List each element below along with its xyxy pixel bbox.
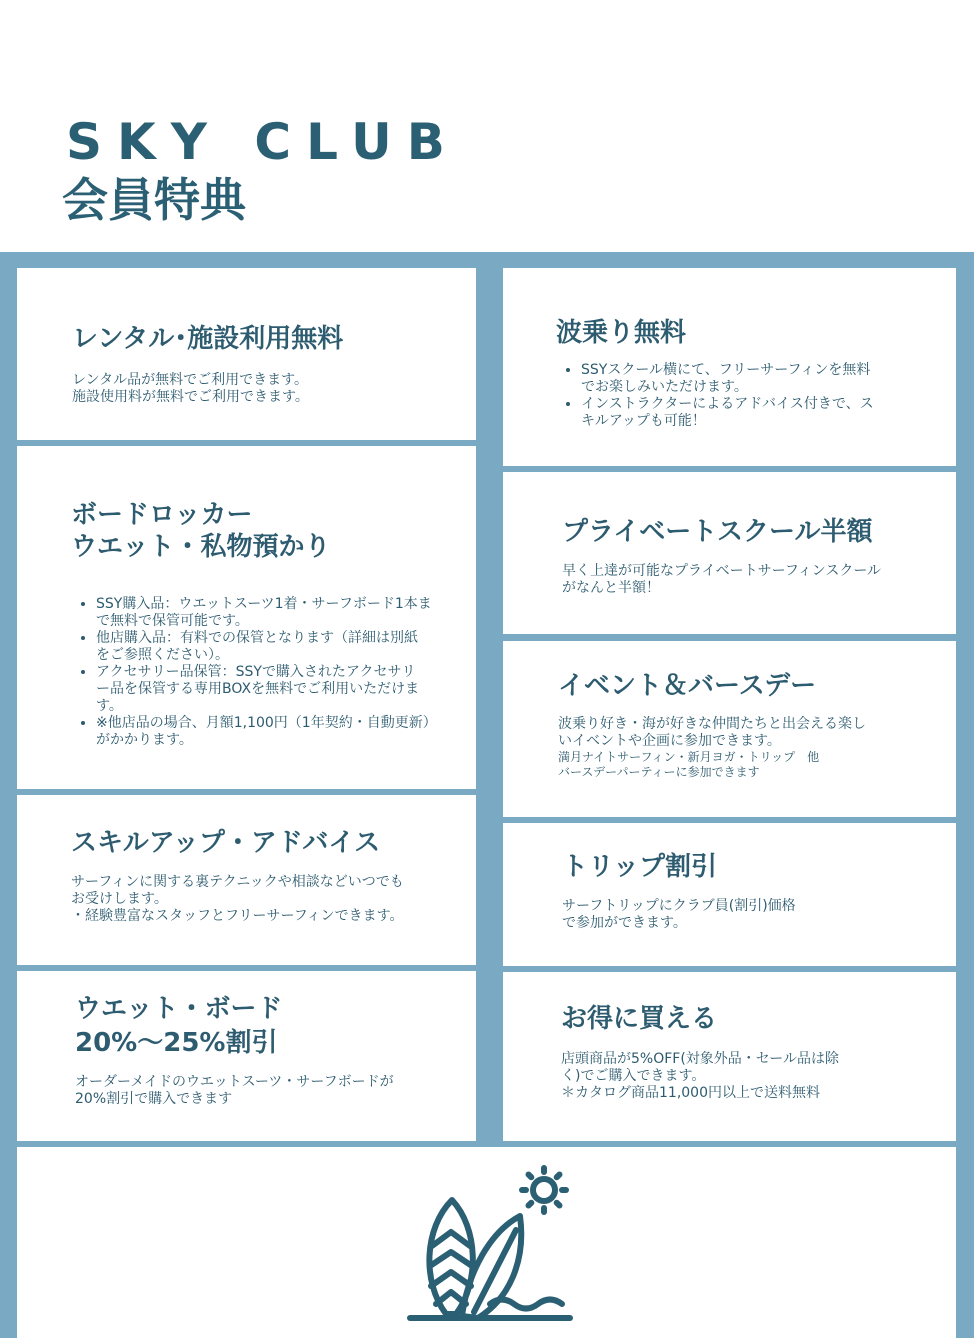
card-event xyxy=(503,641,956,817)
card-title-line1: ウエット・ボード xyxy=(75,994,283,1024)
card-title-line2: 20%〜25%割引 xyxy=(75,1028,278,1058)
card-desc: サーフトリップにクラブ員(割引)価格 で参加ができます。 xyxy=(562,898,796,931)
page-subtitle: 会員特典 xyxy=(62,173,246,227)
card-locker xyxy=(17,446,476,789)
card-private-school xyxy=(503,472,956,634)
list-item: • SSY購入品：ウエットスーツ1着・サーフボード1本ま で無料で保管可能です。 xyxy=(96,596,437,630)
brand-title: SKY CLUB xyxy=(66,113,460,171)
card-title: お得に買える xyxy=(561,1004,718,1034)
card-desc: オーダーメイドのウエットスーツ・サーフボードが 20%割引で購入できます xyxy=(75,1074,394,1107)
card-desc: 店頭商品が5%OFF(対象外品・セール品は除 く)でご購入できます。 ＊カタログ商品11,000円以上で送料無料 xyxy=(561,1051,839,1101)
card-desc: 波乗り好き・海が好きな仲間たちと出会える楽し いイベントや企画に参加できます。 満月ナイトサーフィン・新月ヨガ・トリップ 他 バースデーパーティーに参加できます xyxy=(558,716,866,779)
card-desc: サーフィンに関する裏テクニックや相談などいつでも お受けします。 ・経験豊富なスタッフとフリーサーフィンできます。 xyxy=(71,874,404,924)
header xyxy=(0,0,974,252)
card-shop xyxy=(503,972,956,1141)
list-item: • ※他店品の場合、月額1,100円（1年契約・自動更新） がかかります。 xyxy=(96,715,437,749)
card-wet-board xyxy=(17,971,476,1141)
list-item: • SSYスクール横にて、フリーサーフィンを無料 でお楽しみいただけます。 xyxy=(581,362,874,396)
card-desc: レンタル品が無料でご利用できます。 施設使用料が無料でご利用できます。 xyxy=(72,372,309,405)
card-skillup xyxy=(17,795,476,965)
card-title: イベント＆バースデー xyxy=(558,671,817,701)
card-bullets xyxy=(71,596,437,749)
card-surf-free xyxy=(503,268,956,466)
card-rental xyxy=(17,268,476,440)
card-title: スキルアップ・アドバイス xyxy=(71,828,381,858)
card-bullets xyxy=(556,362,874,430)
card-title: レンタル･施設利用無料 xyxy=(72,324,344,354)
card-title: プライベートスクール半額 xyxy=(562,517,873,547)
card-trip xyxy=(503,823,956,966)
list-item: • 他店購入品：有料での保管となります（詳細は別紙 をご参照ください）。 xyxy=(96,630,437,664)
card-title-line2: ウエット・私物預かり xyxy=(71,532,331,562)
list-item: • アクセサリー品保管：SSYで購入されたアクセサリ ー品を保管する専用BOXを無料でご利用いただけま す。 xyxy=(96,664,437,715)
card-desc: 早く上達が可能なプライベートサーフィンスクール がなんと半額！ xyxy=(562,563,882,596)
card-title: 波乗り無料 xyxy=(556,318,687,348)
sun-icon xyxy=(522,1168,566,1212)
list-item: • インストラクターによるアドバイス付きで、ス キルアップも可能！ xyxy=(581,396,874,430)
card-title-line1: ボードロッカー xyxy=(71,500,253,530)
card-title: トリップ割引 xyxy=(562,852,717,882)
surf-illustration xyxy=(400,1162,580,1338)
